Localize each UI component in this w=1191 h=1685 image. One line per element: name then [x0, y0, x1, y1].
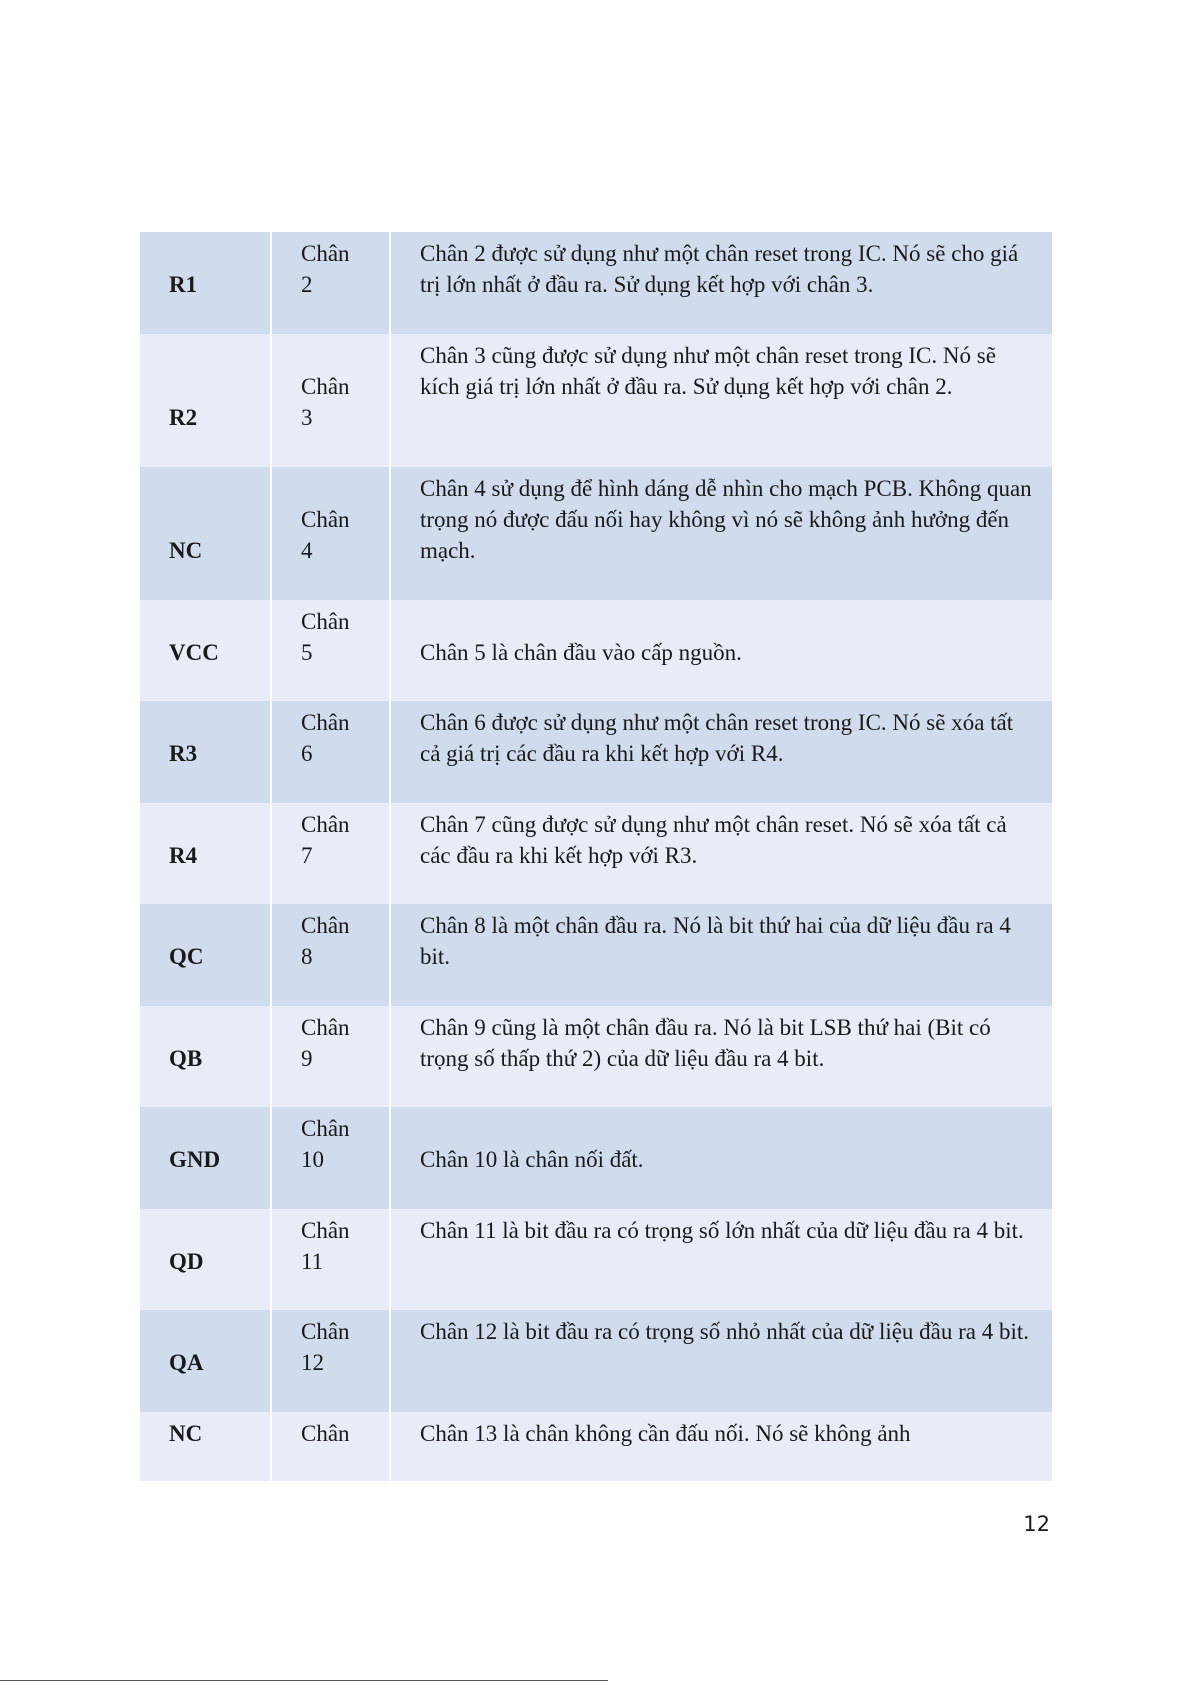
table-row	[140, 1107, 1052, 1209]
pin-description-cell	[390, 467, 1052, 600]
pin-number-cell	[271, 467, 390, 600]
pin-word: Chân	[301, 1218, 350, 1243]
pin-number: 3	[301, 405, 313, 430]
table-row	[140, 1412, 1052, 1481]
pin-number-cell	[271, 1412, 390, 1481]
pin-number-cell	[271, 600, 390, 701]
pin-name: R3	[169, 741, 198, 766]
table-row	[140, 904, 1052, 1006]
pin-name-cell	[140, 334, 271, 467]
pin-number: 9	[301, 1046, 313, 1071]
pin-word: Chân	[301, 710, 350, 735]
pin-description-cell	[390, 1412, 1052, 1481]
pin-name-cell	[140, 600, 271, 701]
pin-description-cell	[390, 1209, 1052, 1310]
pin-description: Chân 7 cũng được sử dụng như một chân reset. Nó sẽ xóa tất cả các đầu ra khi kết hợp với R3.	[420, 812, 1007, 868]
pin-name: QC	[169, 944, 204, 969]
pin-number-cell	[271, 803, 390, 904]
pin-name: GND	[169, 1147, 221, 1172]
pin-word: Chân	[301, 241, 350, 266]
pin-description-cell	[390, 600, 1052, 701]
pin-word: Chân	[301, 374, 350, 399]
pin-description-cell	[390, 701, 1052, 803]
pin-number: 11	[301, 1249, 324, 1274]
pin-number: 8	[301, 944, 313, 969]
pin-description: Chân 9 cũng là một chân đầu ra. Nó là bit LSB thứ hai (Bit có trọng số thấp thứ 2) của dữ liệu đầu ra 4 bit.	[420, 1015, 991, 1071]
pin-name: R2	[169, 405, 198, 430]
pin-number-cell	[271, 1107, 390, 1209]
pin-description-cell	[390, 1107, 1052, 1209]
pin-name: R1	[169, 272, 198, 297]
pin-number-cell	[271, 334, 390, 467]
pin-description: Chân 11 là bit đầu ra có trọng số lớn nhất của dữ liệu đầu ra 4 bit.	[420, 1218, 1024, 1243]
pin-description: Chân 2 được sử dụng như một chân reset trong IC. Nó sẽ cho giá trị lớn nhất ở đầu ra. Sử dụng kết hợp với chân 3.	[420, 241, 1019, 297]
pin-description: Chân 12 là bit đầu ra có trọng số nhỏ nhất của dữ liệu đầu ra 4 bit.	[420, 1319, 1030, 1344]
table-row	[140, 467, 1052, 600]
pin-word: Chân	[301, 913, 350, 938]
pin-name-cell	[140, 701, 271, 803]
table-row	[140, 1209, 1052, 1310]
pin-name-cell	[140, 1107, 271, 1209]
pin-number: 2	[301, 272, 313, 297]
pin-number-cell	[271, 701, 390, 803]
page-number: 12	[1023, 1512, 1050, 1536]
pin-description: Chân 8 là một chân đầu ra. Nó là bit thứ hai của dữ liệu đầu ra 4 bit.	[420, 913, 1011, 969]
pin-name-cell	[140, 1412, 271, 1481]
pin-description-cell	[390, 232, 1052, 334]
pin-description-cell	[390, 803, 1052, 904]
pin-number: 7	[301, 843, 313, 868]
table-row	[140, 1310, 1052, 1412]
pin-name: QA	[169, 1350, 204, 1375]
pin-name-cell	[140, 232, 271, 334]
pin-name: NC	[169, 1421, 203, 1446]
pin-number: 12	[301, 1350, 324, 1375]
pin-name-cell	[140, 1310, 271, 1412]
pin-name-cell	[140, 803, 271, 904]
footer-divider-tick	[596, 1680, 608, 1681]
pin-word: Chân	[301, 507, 350, 532]
pin-word: Chân	[301, 1421, 350, 1446]
pin-description-cell	[390, 904, 1052, 1006]
pin-name-cell	[140, 1006, 271, 1107]
pin-number-cell	[271, 1006, 390, 1107]
pin-number-cell	[271, 232, 390, 334]
pin-description: Chân 5 là chân đầu vào cấp nguồn.	[420, 640, 742, 665]
pin-description-table	[140, 232, 1052, 1481]
pin-description-cell	[390, 1006, 1052, 1107]
pin-name-cell	[140, 904, 271, 1006]
pin-description-cell	[390, 1310, 1052, 1412]
pin-name: R4	[169, 843, 198, 868]
pin-name: QB	[169, 1046, 203, 1071]
pin-description-cell	[390, 334, 1052, 467]
pin-name: VCC	[169, 640, 219, 665]
footer-divider	[0, 1680, 607, 1681]
table-row	[140, 232, 1052, 334]
pin-name-cell	[140, 1209, 271, 1310]
pin-word: Chân	[301, 1116, 350, 1141]
pin-number: 4	[301, 538, 313, 563]
pin-number-cell	[271, 1209, 390, 1310]
pin-number-cell	[271, 1310, 390, 1412]
pin-description: Chân 6 được sử dụng như một chân reset trong IC. Nó sẽ xóa tất cả giá trị các đầu ra khi kết hợp với R4.	[420, 710, 1014, 766]
table-row	[140, 803, 1052, 904]
pin-word: Chân	[301, 1319, 350, 1344]
pin-name-cell	[140, 467, 271, 600]
pin-name: NC	[169, 538, 203, 563]
table-row	[140, 701, 1052, 803]
pin-description: Chân 4 sử dụng để hình dáng dễ nhìn cho mạch PCB. Không quan trọng nó được đấu nối hay không vì nó sẽ không ảnh hưởng đến mạch.	[420, 476, 1032, 563]
pin-word: Chân	[301, 812, 350, 837]
pin-word: Chân	[301, 1015, 350, 1040]
pin-name: QD	[169, 1249, 204, 1274]
table-row	[140, 1006, 1052, 1107]
pin-number: 6	[301, 741, 313, 766]
table-row	[140, 600, 1052, 701]
pin-description: Chân 3 cũng được sử dụng như một chân reset trong IC. Nó sẽ kích giá trị lớn nhất ở đầu ra. Sử dụng kết hợp với chân 2.	[420, 343, 996, 399]
pin-description: Chân 10 là chân nối đất.	[420, 1147, 644, 1172]
pin-word: Chân	[301, 609, 350, 634]
pin-number-cell	[271, 904, 390, 1006]
pin-number: 10	[301, 1147, 324, 1172]
pin-number: 5	[301, 640, 313, 665]
table-row	[140, 334, 1052, 467]
pin-description: Chân 13 là chân không cần đấu nối. Nó sẽ không ảnh	[420, 1421, 911, 1446]
